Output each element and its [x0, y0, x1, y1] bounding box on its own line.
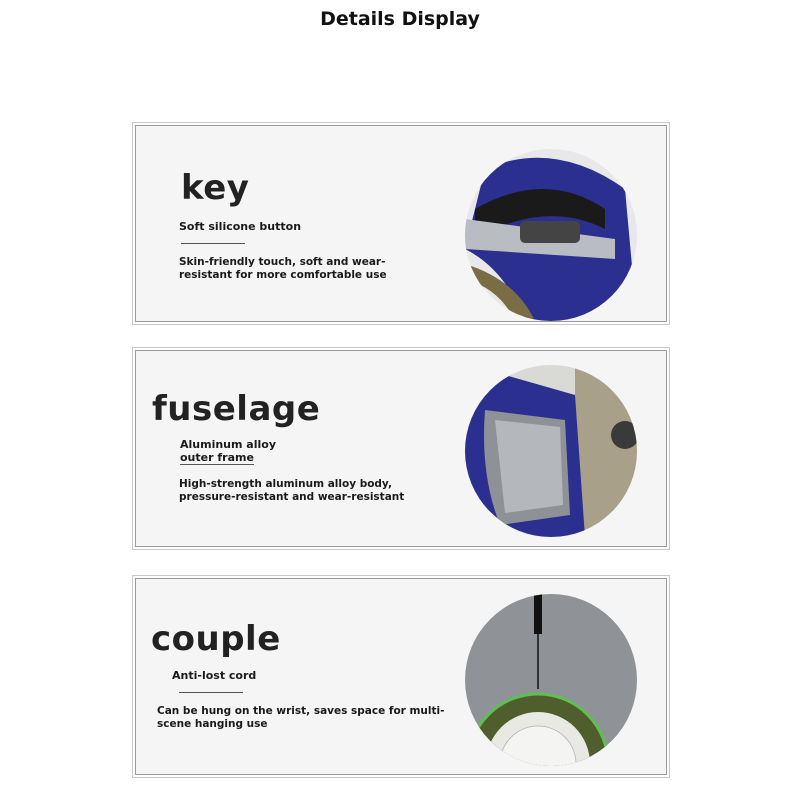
card-description: [179, 256, 387, 282]
divider: [179, 692, 243, 693]
description-line: Skin-friendly touch, soft and wear-: [179, 256, 386, 268]
divider: [181, 243, 245, 244]
detail-card-fuselage: [135, 350, 667, 547]
description-line: resistant for more comfortable use: [179, 269, 387, 281]
description-line: Can be hung on the wrist, saves space for multi-: [157, 705, 445, 717]
card-heading: key: [181, 168, 250, 208]
description-line: scene hanging use: [157, 718, 268, 730]
card-subtitle: Anti-lost cord: [172, 669, 257, 682]
button-detail-image: [465, 149, 637, 321]
card-heading: fuselage: [152, 389, 321, 429]
description-line: High-strength aluminum alloy body,: [179, 478, 392, 490]
subtitle-line: outer frame: [180, 451, 254, 464]
card-heading: couple: [151, 619, 281, 659]
card-subtitle: [180, 438, 276, 465]
card-description: [157, 705, 444, 731]
card-subtitle: Soft silicone button: [179, 220, 302, 233]
cord-detail-image: [465, 594, 637, 766]
frame-detail-image: [465, 365, 637, 537]
detail-card-couple: [135, 578, 667, 775]
page-title: Details Display: [320, 8, 480, 30]
detail-card-key: [135, 125, 667, 322]
description-line: pressure-resistant and wear-resistant: [179, 491, 405, 503]
card-description: [179, 478, 404, 504]
subtitle-line: Aluminum alloy: [180, 438, 276, 451]
